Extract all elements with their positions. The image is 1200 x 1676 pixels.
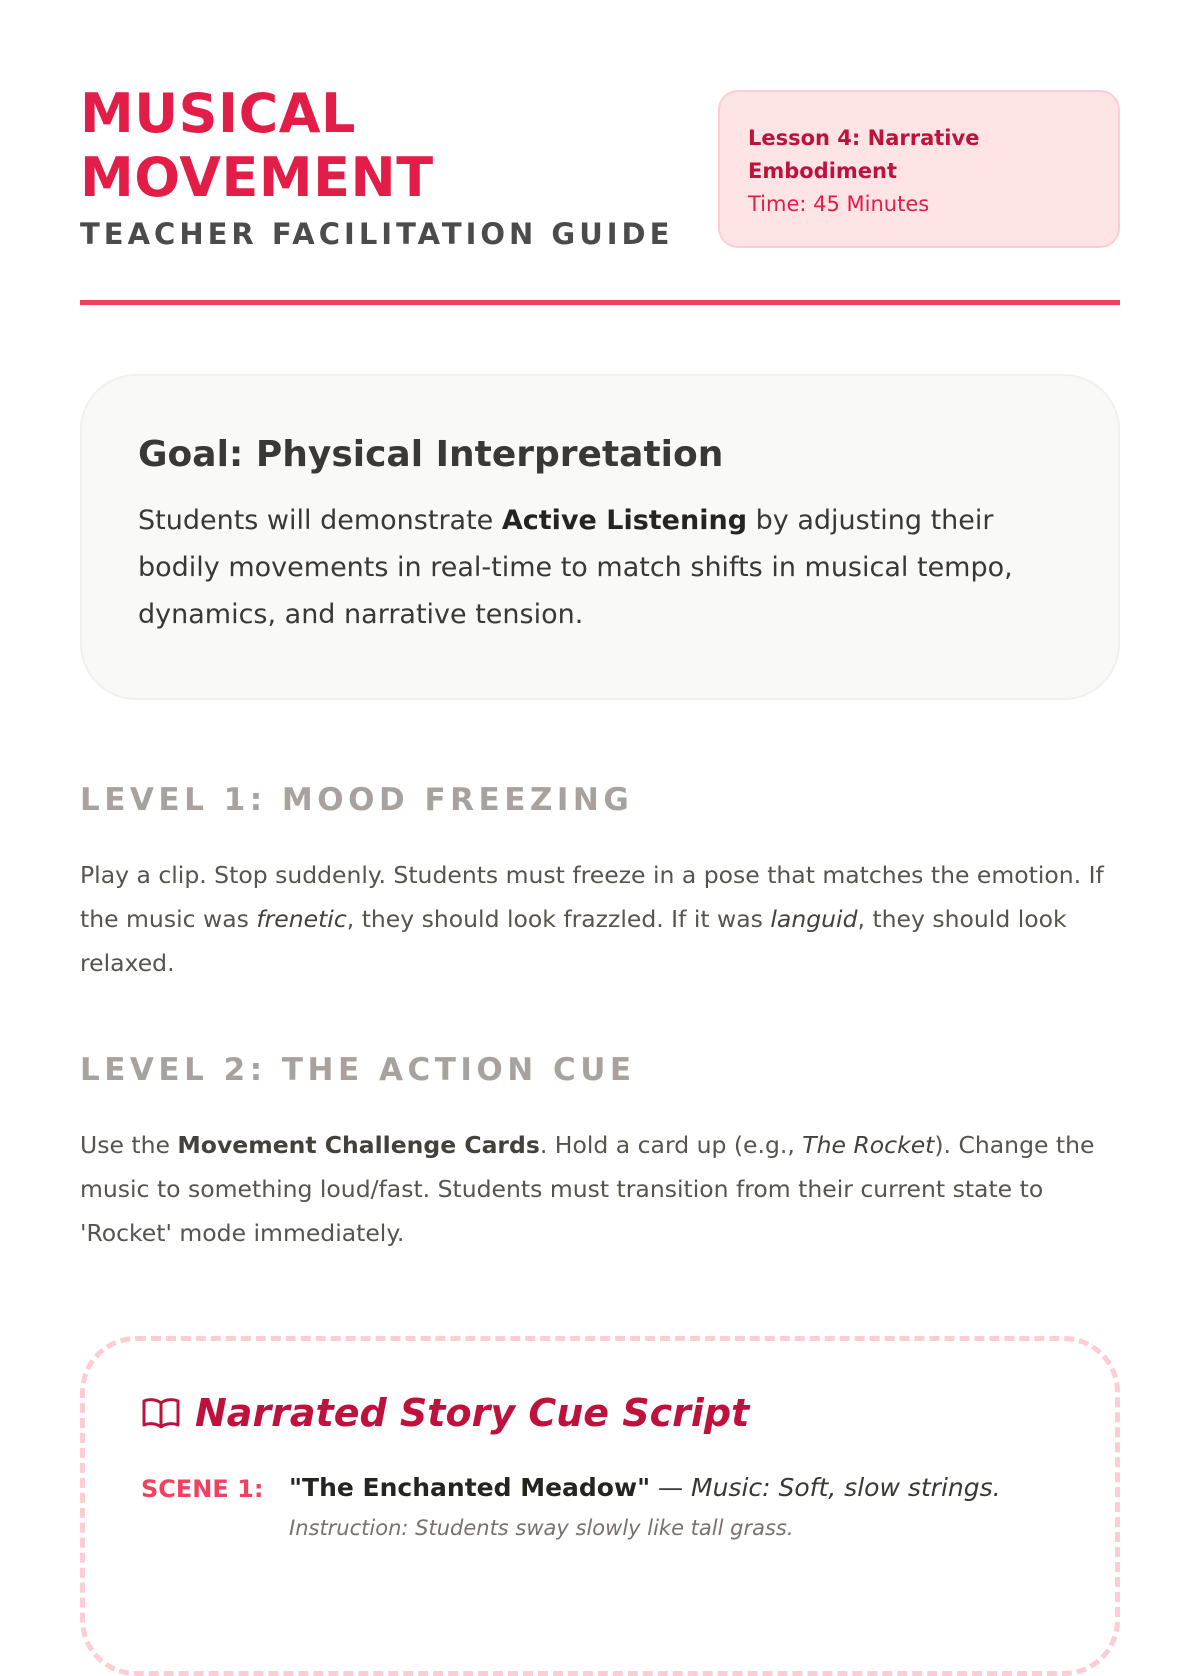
story-cue-card — [80, 1336, 1120, 1676]
level-2-italic: The Rocket — [802, 1131, 935, 1159]
level-1-text-b: , they should look frazzled. If it was — [346, 905, 771, 933]
level-2-text-a: Use the — [80, 1131, 178, 1159]
title-line-1: MUSICAL — [80, 82, 356, 145]
level-1-heading: LEVEL 1: MOOD FREEZING — [80, 782, 634, 818]
scene-instruction: Instruction: Students sway slowly like tall grass. — [289, 1516, 794, 1540]
goal-text-bold: Active Listening — [501, 505, 748, 536]
scene-name: "The Enchanted Meadow" — [289, 1473, 651, 1502]
scene-music: Music: Soft, slow strings. — [691, 1473, 1001, 1502]
level-1-text — [80, 853, 1120, 985]
page-title — [80, 82, 434, 210]
lesson-title — [748, 122, 1090, 188]
title-line-2: MOVEMENT — [80, 146, 434, 209]
goal-title: Goal: Physical Interpretation — [138, 434, 724, 475]
book-icon — [141, 1396, 181, 1430]
page-subtitle: TEACHER FACILITATION GUIDE — [80, 217, 674, 251]
lesson-title-line-2: Embodiment — [748, 159, 898, 183]
level-2-text-c: ). Change the music to something loud/fast. Students must transition from their current state to 'Rocket' mode immediately. — [80, 1131, 1095, 1247]
guide-page — [80, 0, 1120, 1540]
header-divider — [80, 300, 1120, 305]
goal-card — [80, 374, 1120, 700]
goal-text-after: by adjusting their bodily movements in real-time to match shifts in musical tempo, dynamics, and narrative tension. — [138, 505, 1013, 630]
lesson-title-line-1: Lesson 4: Narrative — [748, 126, 980, 150]
level-1-text-c: , they should look relaxed. — [80, 905, 1067, 977]
scene-label: SCENE 1: — [141, 1475, 264, 1503]
lesson-time: Time: 45 Minutes — [748, 192, 930, 216]
header — [80, 0, 1120, 305]
level-2-text — [80, 1123, 1120, 1255]
scene-row — [141, 1473, 1059, 1540]
level-2-bold: Movement Challenge Cards — [177, 1131, 540, 1159]
scene-body — [289, 1473, 1059, 1540]
scene-line — [289, 1473, 1059, 1502]
level-2-text-b: . Hold a card up (e.g., — [539, 1131, 803, 1159]
story-title: Narrated Story Cue Script — [195, 1391, 750, 1435]
goal-text — [138, 497, 1062, 638]
level-1-italic-2: languid — [770, 905, 858, 933]
scene-dash: — — [650, 1473, 692, 1502]
lesson-info-box — [718, 90, 1120, 248]
goal-text-before: Students will demonstrate — [138, 505, 502, 536]
level-1-text-a: Play a clip. Stop suddenly. Students must freeze in a pose that matches the emotion. If the music was — [80, 861, 1104, 933]
level-1-italic-1: frenetic — [256, 905, 347, 933]
story-header — [141, 1391, 1059, 1435]
level-2-heading: LEVEL 2: THE ACTION CUE — [80, 1052, 636, 1088]
